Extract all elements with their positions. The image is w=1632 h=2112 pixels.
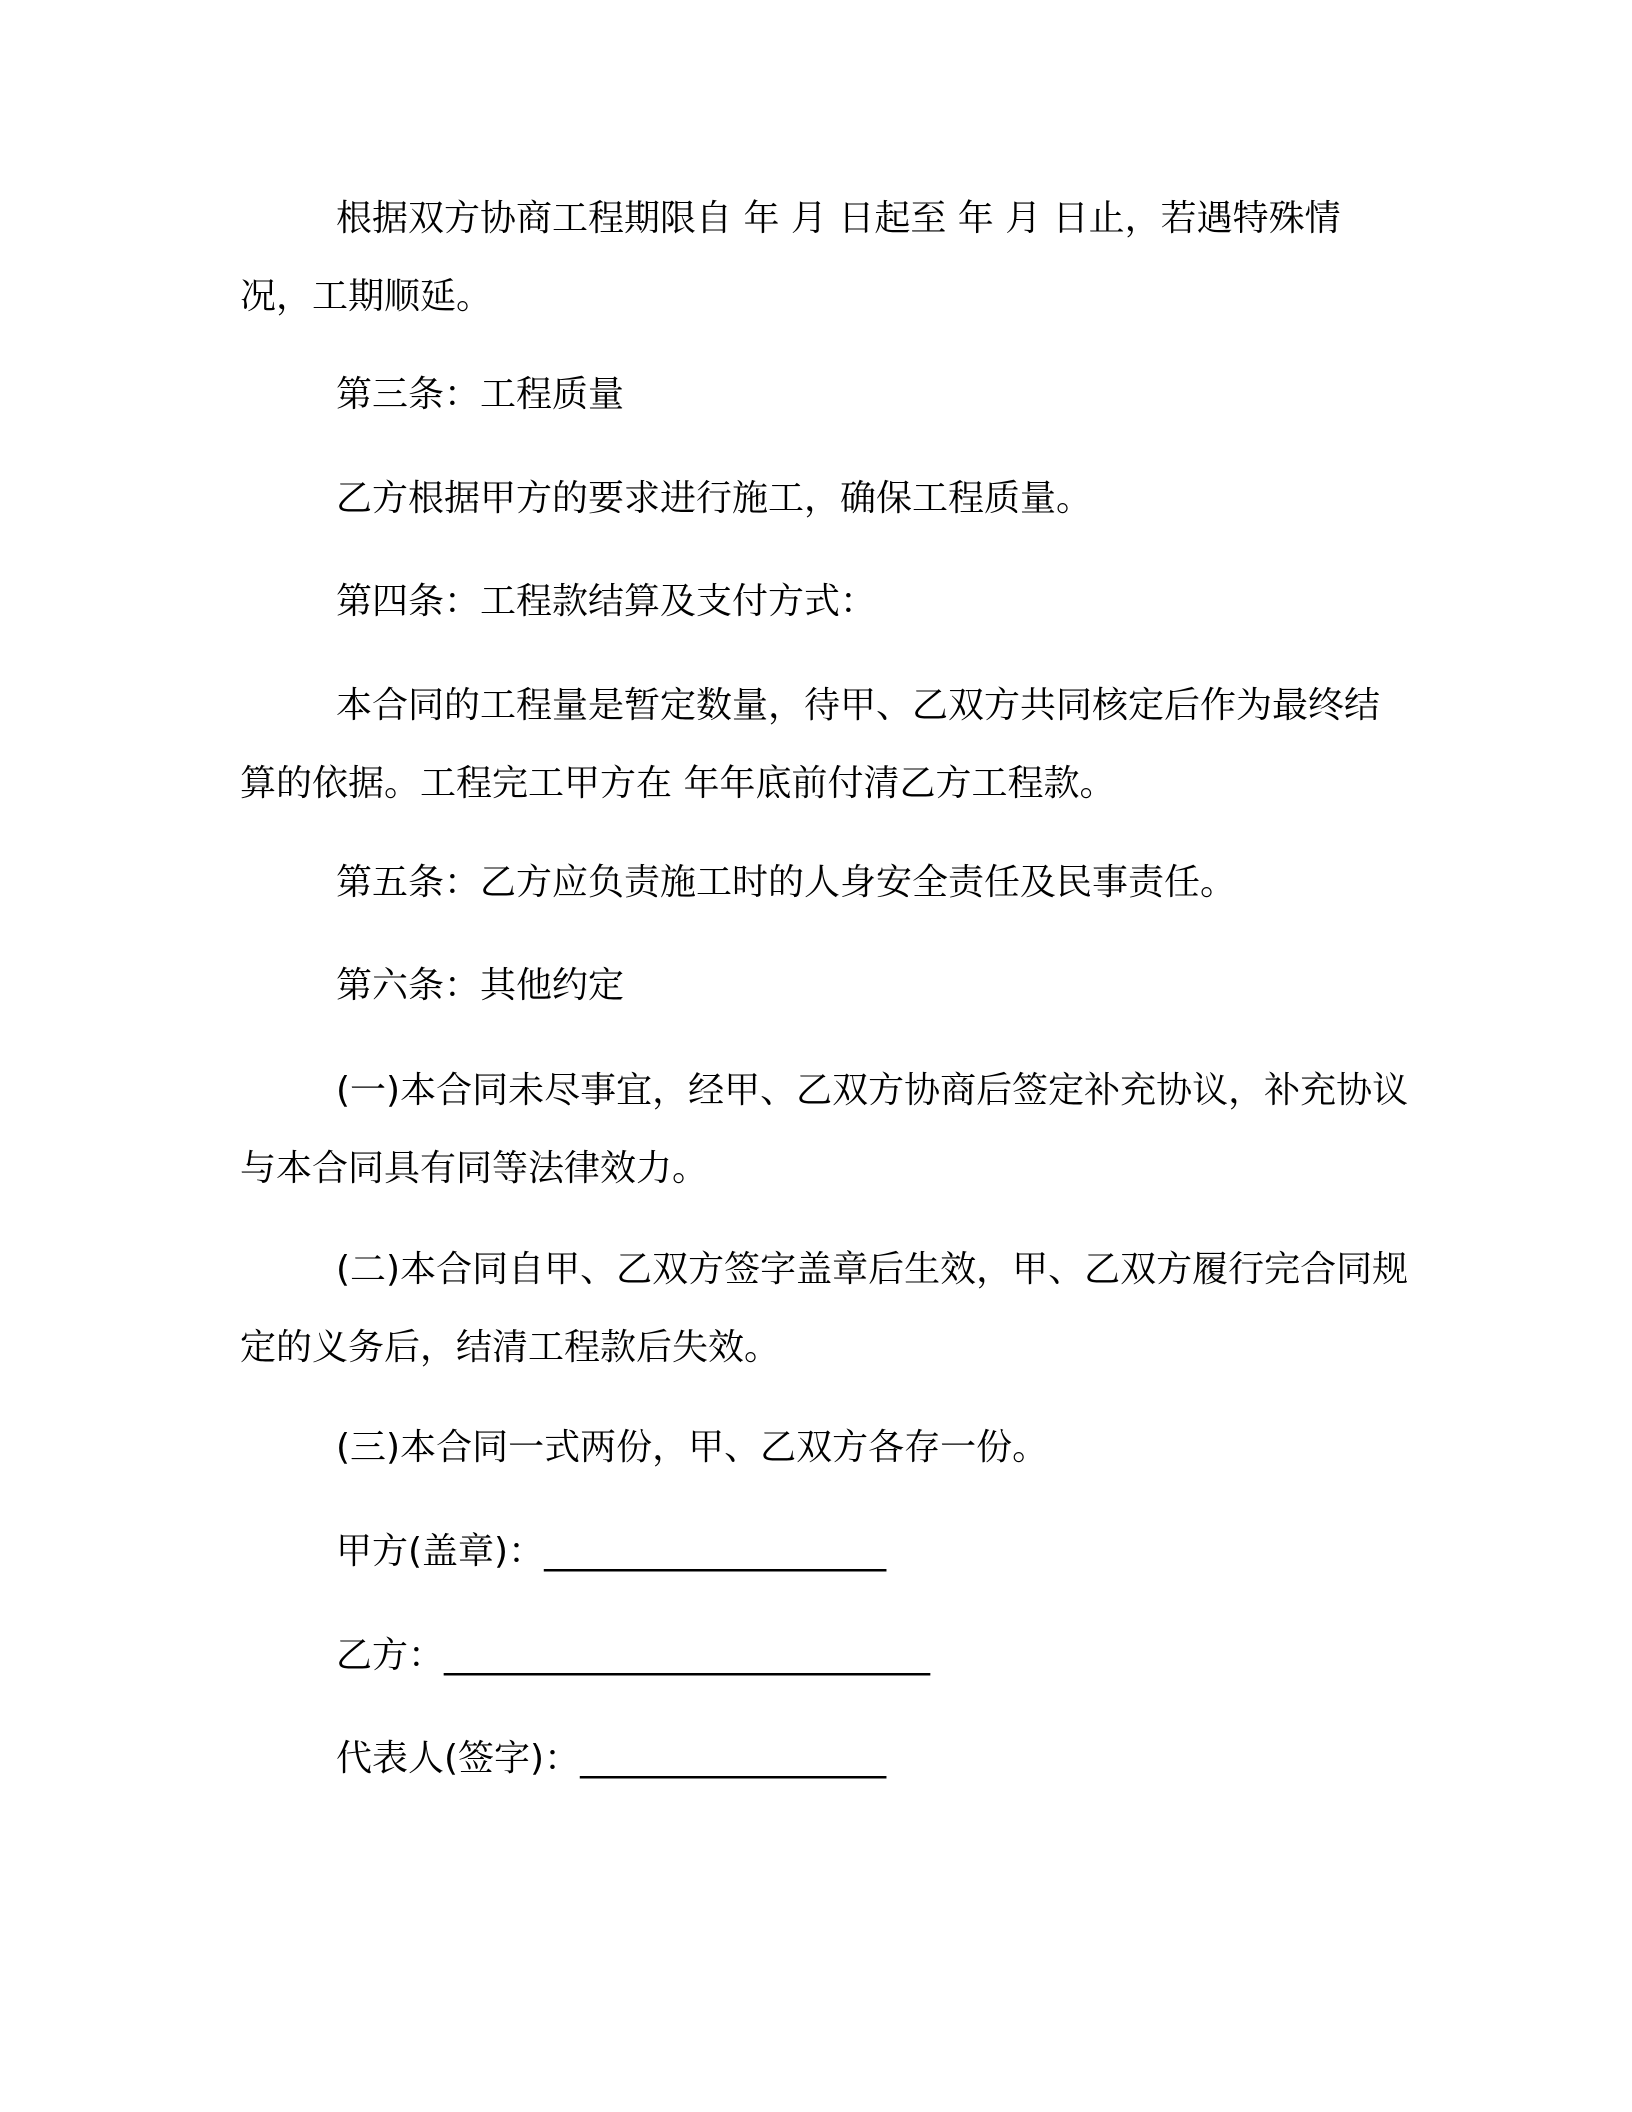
signature-party-b: 乙方：___________________________ xyxy=(336,1635,931,1676)
article-four-heading: 第四条：工程款结算及支付方式： xyxy=(336,581,877,622)
paragraph-settlement: 本合同的工程量是暂定数量，待甲、乙双方共同核定后作为最终结算的依据。工程完工甲方在 年年底前付清乙方工程款。 xyxy=(240,685,1381,804)
article-three-heading: 第三条：工程质量 xyxy=(336,374,625,415)
signature-representative: 代表人(签字)：_________________ xyxy=(336,1738,887,1779)
clause-three: (三)本合同一式两份，甲、乙双方各存一份。 xyxy=(336,1427,1049,1468)
clause-two: (二)本合同自甲、乙双方签字盖章后生效，甲、乙双方履行完合同规定的义务后，结清工程款后失效。 xyxy=(240,1249,1409,1368)
paragraph-quality: 乙方根据甲方的要求进行施工，确保工程质量。 xyxy=(336,478,1093,519)
article-six-heading: 第六条：其他约定 xyxy=(336,965,625,1006)
signature-party-a: 甲方(盖章)：___________________ xyxy=(336,1531,887,1572)
paragraph-construction-period: 根据双方协商工程期限自 年 月 日起至 年 月 日止，若遇特殊情况，工期顺延。 xyxy=(240,198,1341,317)
article-five: 第五条：乙方应负责施工时的人身安全责任及民事责任。 xyxy=(336,862,1237,903)
clause-one: (一)本合同未尽事宜，经甲、乙双方协商后签定补充协议，补充协议与本合同具有同等法律效力。 xyxy=(240,1070,1409,1189)
